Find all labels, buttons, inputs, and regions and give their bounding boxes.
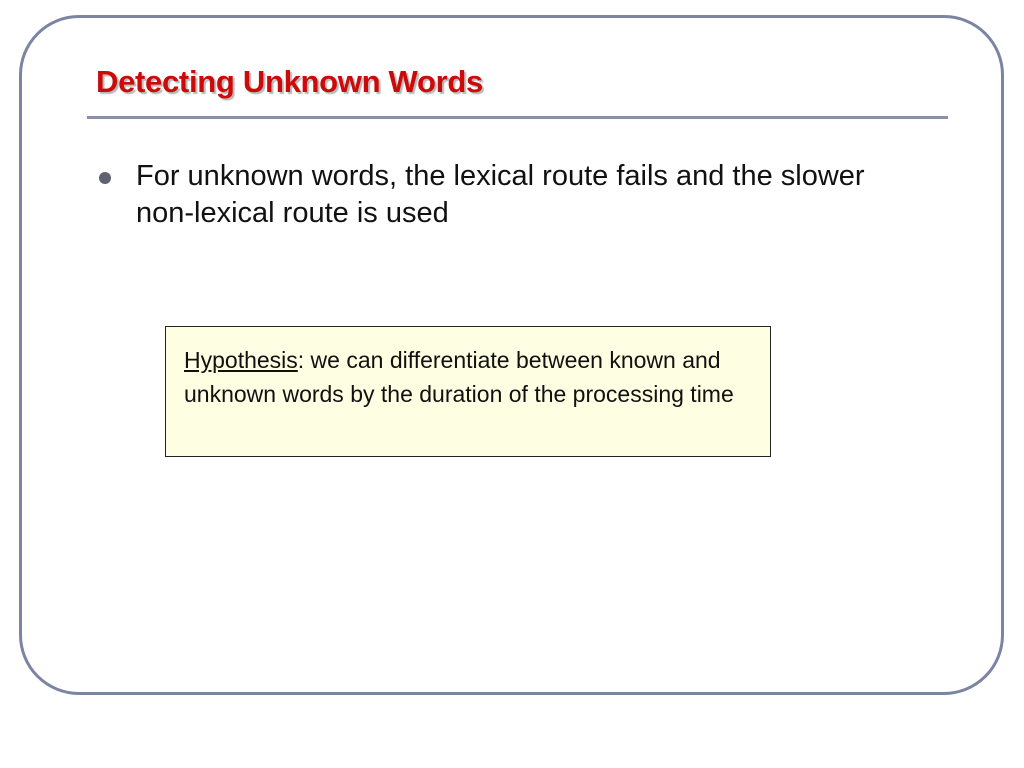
- bullet-text: For unknown words, the lexical route fails and the slower non-lexical route is used: [136, 160, 865, 229]
- slide-title: Detecting Unknown Words: [96, 64, 483, 99]
- bullet-dot-icon: [99, 172, 111, 184]
- bullet-list: [96, 158, 916, 232]
- bullet-item: [96, 158, 916, 232]
- hypothesis-term: Hypothesis: [184, 347, 298, 373]
- title-divider: [87, 116, 948, 119]
- hypothesis-callout: [165, 326, 771, 457]
- hypothesis-text: : we can differentiate between known and unknown words by the duration of the processing time: [184, 347, 734, 407]
